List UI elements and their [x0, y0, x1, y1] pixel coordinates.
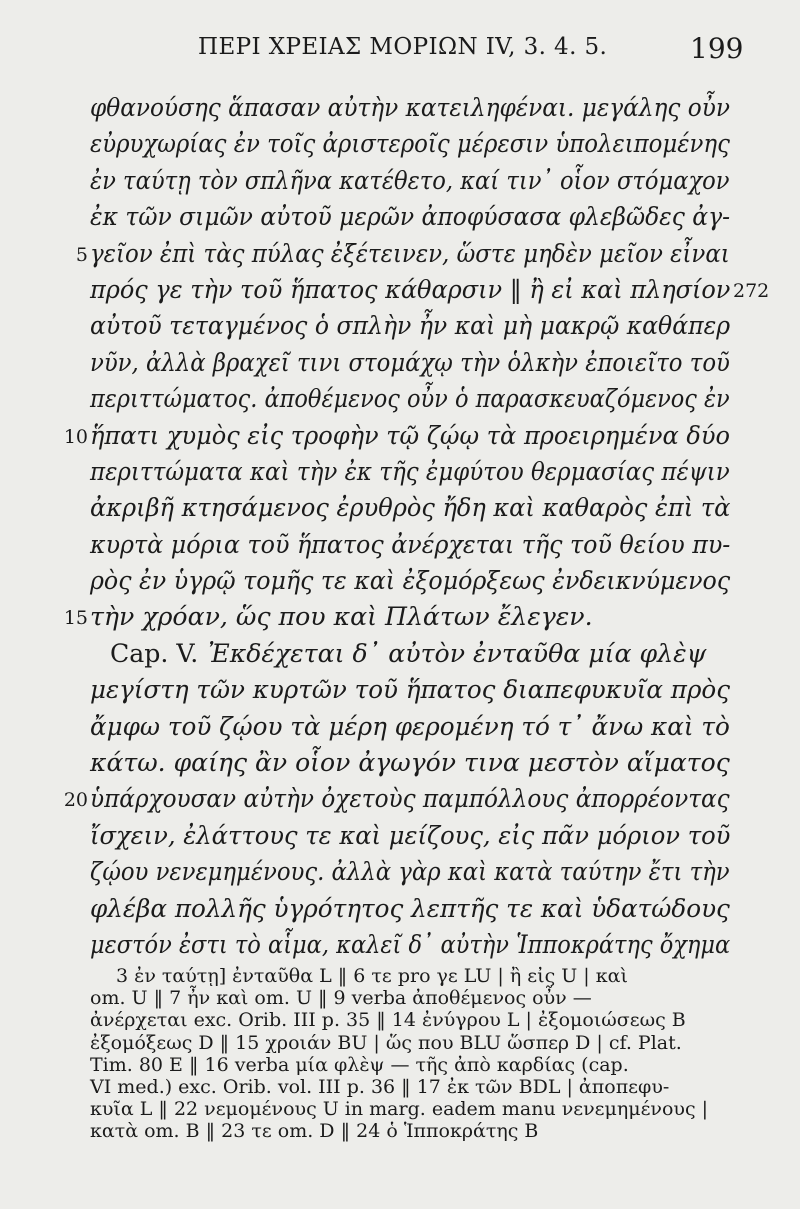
- text-line: [90, 455, 770, 491]
- text-line: [90, 491, 770, 527]
- line-text: περιττώματα καὶ τὴν ἐκ τῆς ἐμφύτου θερμασίας πέψιν: [90, 456, 730, 486]
- text-line: [75, 237, 770, 273]
- text-line: [90, 346, 770, 382]
- apparatus-line: VI med.) exc. Orib. vol. III p. 36 ‖ 17 ἐκ τῶν BDL | ἀποπεφυ-: [90, 1075, 670, 1098]
- text-line: [90, 819, 770, 855]
- text-line: [90, 91, 770, 127]
- text-line: [63, 782, 770, 818]
- apparatus-line: ἀνέρχεται exc. Orib. III p. 35 ‖ 14 ἐνύγρου L | ἐξομοιώσεως B: [90, 1009, 686, 1032]
- line-text: κάτω. φαίης ἂν οἷον ἀγωγόν τινα μεστὸν αἵματος: [90, 748, 730, 778]
- line-text: ζῴου νενεμημένους. ἀλλὰ γὰρ καὶ κατὰ ταύτην ἔτι τὴν: [90, 857, 730, 887]
- text-line: [90, 855, 770, 891]
- line-text: μεστόν ἐστι τὸ αἷμα, καλεῖ δ᾽ αὐτὴν Ἱπποκράτης ὄχημα: [90, 929, 731, 959]
- text-line: [90, 564, 770, 600]
- line-text: ὑπάρχουσαν αὐτὴν ὀχετοὺς παμπόλλους ἀπορρέοντας: [90, 784, 730, 814]
- apparatus-line: κατὰ om. B ‖ 23 τε om. D ‖ 24 ὁ Ἱπποκράτης B: [90, 1120, 539, 1143]
- text-line: [90, 309, 770, 345]
- chapter-label: Cap. V.: [110, 638, 199, 668]
- text-line: [90, 200, 770, 236]
- line-text: αὐτοῦ τεταγμένος ὁ σπλὴν ἦν καὶ μὴ μακρῷ καθάπερ: [90, 311, 731, 341]
- text-line: [90, 382, 770, 418]
- line-number: 10: [63, 425, 88, 448]
- apparatus-line: ἐξομόξεως D ‖ 15 χροιάν BU | ὥς που BLU ὥσπερ D | cf. Plat.: [90, 1031, 682, 1054]
- line-text: ἄμφω τοῦ ζῴου τὰ μέρη φερομένη τό τ᾽ ἄνω καὶ τὸ: [90, 711, 730, 741]
- text-line: [90, 164, 770, 200]
- line-text: εὐρυχωρίας ἐν τοῖς ἀριστεροῖς μέρεσιν ὑπολειπομένης: [90, 129, 730, 159]
- line-text: ἀκριβῆ κτησάμενος ἐρυθρὸς ἤδη καὶ καθαρὸς ἐπὶ τὰ: [90, 493, 731, 523]
- text-line: [90, 710, 770, 746]
- line-text: μεγίστη τῶν κυρτῶν τοῦ ἥπατος διαπεφυκυῖα πρὸς: [90, 675, 730, 705]
- chapter-start-line: [90, 637, 770, 673]
- text-line: [90, 746, 770, 782]
- line-text: ἐκ τῶν σιμῶν αὐτοῦ μερῶν ἀποφύσασα φλεβῶδες ἀγ-: [90, 202, 731, 232]
- text-line: [90, 127, 770, 163]
- text-line: [90, 673, 770, 709]
- apparatus-line: Tim. 80 E ‖ 16 verba μία φλὲψ — τῆς ἀπὸ καρδίας (cap.: [90, 1053, 629, 1076]
- line-text: κυρτὰ μόρια τοῦ ἥπατος ἀνέρχεται τῆς τοῦ θείου πυ-: [90, 529, 731, 559]
- line-text: φθανούσης ἅπασαν αὐτὴν κατειληφέναι. μεγάλης οὖν: [90, 93, 730, 122]
- line-number: 15: [63, 607, 88, 630]
- page-number: 199: [690, 32, 744, 65]
- text-line: [90, 928, 770, 964]
- line-text: τὴν χρόαν, ὥς που καὶ Πλάτων ἔλεγεν.: [90, 602, 593, 632]
- line-text: ρὸς ἐν ὑγρῷ τομῆς τε καὶ ἐξομόρξεως ἐνδεικνύμενος: [90, 566, 731, 596]
- critical-apparatus: [90, 965, 770, 1143]
- line-number: 20: [63, 789, 88, 812]
- page-header: [0, 34, 800, 74]
- text-line: [90, 528, 770, 564]
- text-line: [63, 419, 770, 455]
- line-text: ἴσχειν, ἐλάττους τε καὶ μείζους, εἰς πᾶν μόριον τοῦ: [90, 820, 731, 850]
- line-text: ἐν ταύτῃ τὸν σπλῆνα κατέθετο, καί τιν᾽ οἷον στόμαχον: [90, 165, 730, 195]
- line-text: γεῖον ἐπὶ τὰς πύλας ἐξέτεινεν, ὥστε μηδὲν μεῖον εἶναι: [90, 238, 730, 268]
- line-number: 5: [75, 243, 88, 266]
- apparatus-line: om. U ‖ 7 ἦν καὶ om. U ‖ 9 verba ἀποθέμενος οὖν —: [90, 987, 592, 1010]
- line-text: Ἐκδέχεται δ᾽ αὐτὸν ἐνταῦθα μία φλὲψ: [208, 638, 707, 668]
- margin-number: 272: [733, 279, 770, 302]
- main-text: [63, 91, 770, 964]
- text-line: [63, 600, 770, 636]
- apparatus-line: 3 ἐν ταύτῃ] ἐνταῦθα L ‖ 6 τε pro γε LU | ἢ εἰς U | καὶ: [116, 965, 628, 987]
- line-text: πρός γε τὴν τοῦ ἥπατος κάθαρσιν ‖ ἢ εἰ καὶ πλησίον: [90, 274, 731, 304]
- running-head: ΠΕΡΙ ΧΡΕΙΑΣ ΜΟΡΙΩΝ IV, 3. 4. 5.: [198, 34, 608, 60]
- text-line: [90, 273, 770, 309]
- line-text: νῦν, ἀλλὰ βραχεῖ τινι στομάχῳ τὴν ὁλκὴν ἐποιεῖτο τοῦ: [90, 347, 730, 377]
- text-line: [90, 892, 770, 928]
- line-text: φλέβα πολλῆς ὑγρότητος λεπτῆς τε καὶ ὑδατώδους: [90, 893, 730, 923]
- line-text: ἥπατι χυμὸς εἰς τροφὴν τῷ ζῴῳ τὰ προειρημένα δύο: [90, 420, 730, 450]
- line-text: περιττώματος. ἀποθέμενος οὖν ὁ παρασκευαζόμενος ἐν: [90, 384, 730, 414]
- apparatus-line: κυῖα L ‖ 22 νεμομένους U in marg. eadem manu νενεμημένους |: [90, 1098, 709, 1121]
